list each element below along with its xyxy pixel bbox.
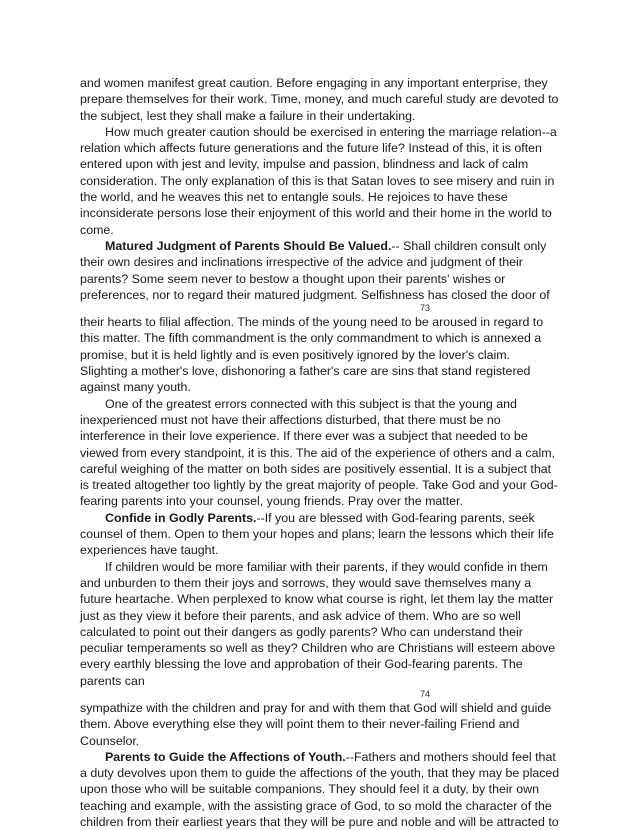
section-heading: Matured Judgment of Parents Should Be Valued. [105,238,392,253]
paragraph-text: If children would be more familiar with their parents, if they would confide in them and unburden to them their joys and sorrows, they would save themselves many a future heartache. When perplexed to know what course is right, let them lay the matter just as they view it before their parents, and ask advice of them. Who are so well calculated to point out their dangers as godly parents? Who can understand their peculiar temperaments so well as they? Children who are Christians will esteem above every earthly blessing the love and approbation of their God-fearing parents. The parents can [80,559,556,688]
paragraph-5 [80,396,560,510]
paragraph-7 [80,559,560,689]
page-number: 74 [420,688,431,699]
paragraph-6 [80,510,560,559]
paragraph-text: -- Shall children consult only their own desires and inclinations irrespective of the advice and judgment of their parents? Some seem never to bestow a thought upon their parents' wishes or preferences, nor to regard their matured judgment. Selfishness has closed the door of [80,238,550,302]
paragraph-text: sympathize with the children and pray for and with them that God will shield and guide them. Above everything else they will point them to their never-failing Friend and Counselor. [80,700,552,748]
page-number: 73 [420,303,431,314]
paragraph-text: their hearts to filial affection. The minds of the young need to be aroused in regard to this matter. The fifth commandment is the only commandment to which is annexed a promise, but it is held lightly and is even positively ignored by the lover's claim. Slighting a mother's love, dishonoring a father's care are sins that stand registered against many youth. [80,315,544,395]
paragraph-text: and women manifest great caution. Before engaging in any important enterprise, they prepare themselves for their work. Time, money, and much careful study are devoted to the subject, lest they shall make a failure in their undertaking. [80,76,559,123]
paragraph-text: --If you are blessed with God-fearing parents, seek counsel of them. Open to them your hopes and plans; learn the lessons which their life experiences have taught. [80,510,554,558]
paragraph-1 [80,75,560,124]
paragraph-4 [80,314,560,395]
paragraph-text: How much greater caution should be exercised in entering the marriage relation--a relation which affects future generations and the future life? Instead of this, it is often entered upon with jest and levity, impulse and passion, blindness and lack of calm consideration. The only explanation of this is that Satan loves to see misery and ruin in the world, and he weaves this net to entangle souls. He rejoices to have these inconsiderate persons lose their enjoyment of this world and their home in the world to come. [80,124,557,237]
paragraph-text: One of the greatest errors connected with this subject is that the young and inexperienced must not have their affections disturbed, that there must be no interference in their love experience. If there ever was a subject that needed to be viewed from every standpoint, it is this. The aid of the experience of others and a calm, careful weighing of the matter on both sides are positively essential. It is a subject that is treated altogether too lightly by the great majority of people. Take God and your God-fearing parents into your counsel, young friends. Pray over the matter. [80,396,558,509]
section-heading: Confide in Godly Parents. [105,510,257,525]
paragraph-8 [80,700,560,749]
document-page [80,75,560,830]
section-heading: Parents to Guide the Affections of Youth. [105,749,346,764]
paragraph-9 [80,749,560,830]
paragraph-3 [80,238,560,303]
paragraph-text: --Fathers and mothers should feel that a duty devolves upon them to guide the affections of the youth, that they may be placed upon those who will be suitable companions. They should feel it a duty, by their own teaching and example, with the assisting grace of God, to so mold the character of the children from their earliest years that they will be pure and noble and will be attracted to [80,749,560,830]
paragraph-2 [80,124,560,238]
